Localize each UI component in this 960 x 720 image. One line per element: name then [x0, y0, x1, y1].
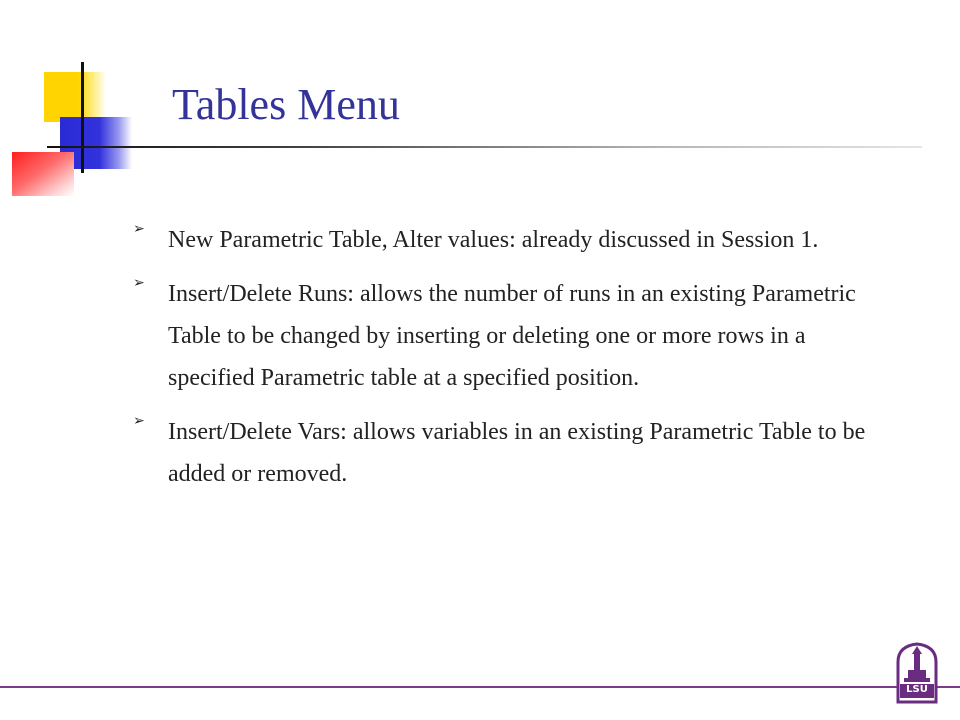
yellow-square-decoration: [44, 72, 106, 122]
slide-title: Tables Menu: [172, 80, 400, 129]
chevron-right-icon: ➢: [133, 413, 145, 429]
bullet-text: New Parametric Table, Alter values: already discussed in Session 1.: [168, 227, 819, 253]
bullet-item: [133, 219, 883, 261]
vertical-rule: [81, 62, 84, 173]
bullet-item: [133, 273, 883, 399]
bullet-item: [133, 411, 883, 495]
logo-text: LSU: [906, 684, 928, 695]
bullet-list: [133, 219, 883, 507]
lsu-tower-logo-icon: [894, 640, 940, 706]
red-square-decoration: [12, 152, 74, 196]
bullet-text: Insert/Delete Runs: allows the number of runs in an existing Parametric Table to be changed by inserting or deleting one or more rows in a specified Parametric table at a specified position.: [168, 281, 856, 391]
footer-divider: [0, 686, 960, 688]
title-underline: [47, 146, 922, 148]
chevron-right-icon: ➢: [133, 221, 145, 237]
chevron-right-icon: ➢: [133, 275, 145, 291]
bullet-text: Insert/Delete Vars: allows variables in an existing Parametric Table to be added or removed.: [168, 419, 866, 487]
